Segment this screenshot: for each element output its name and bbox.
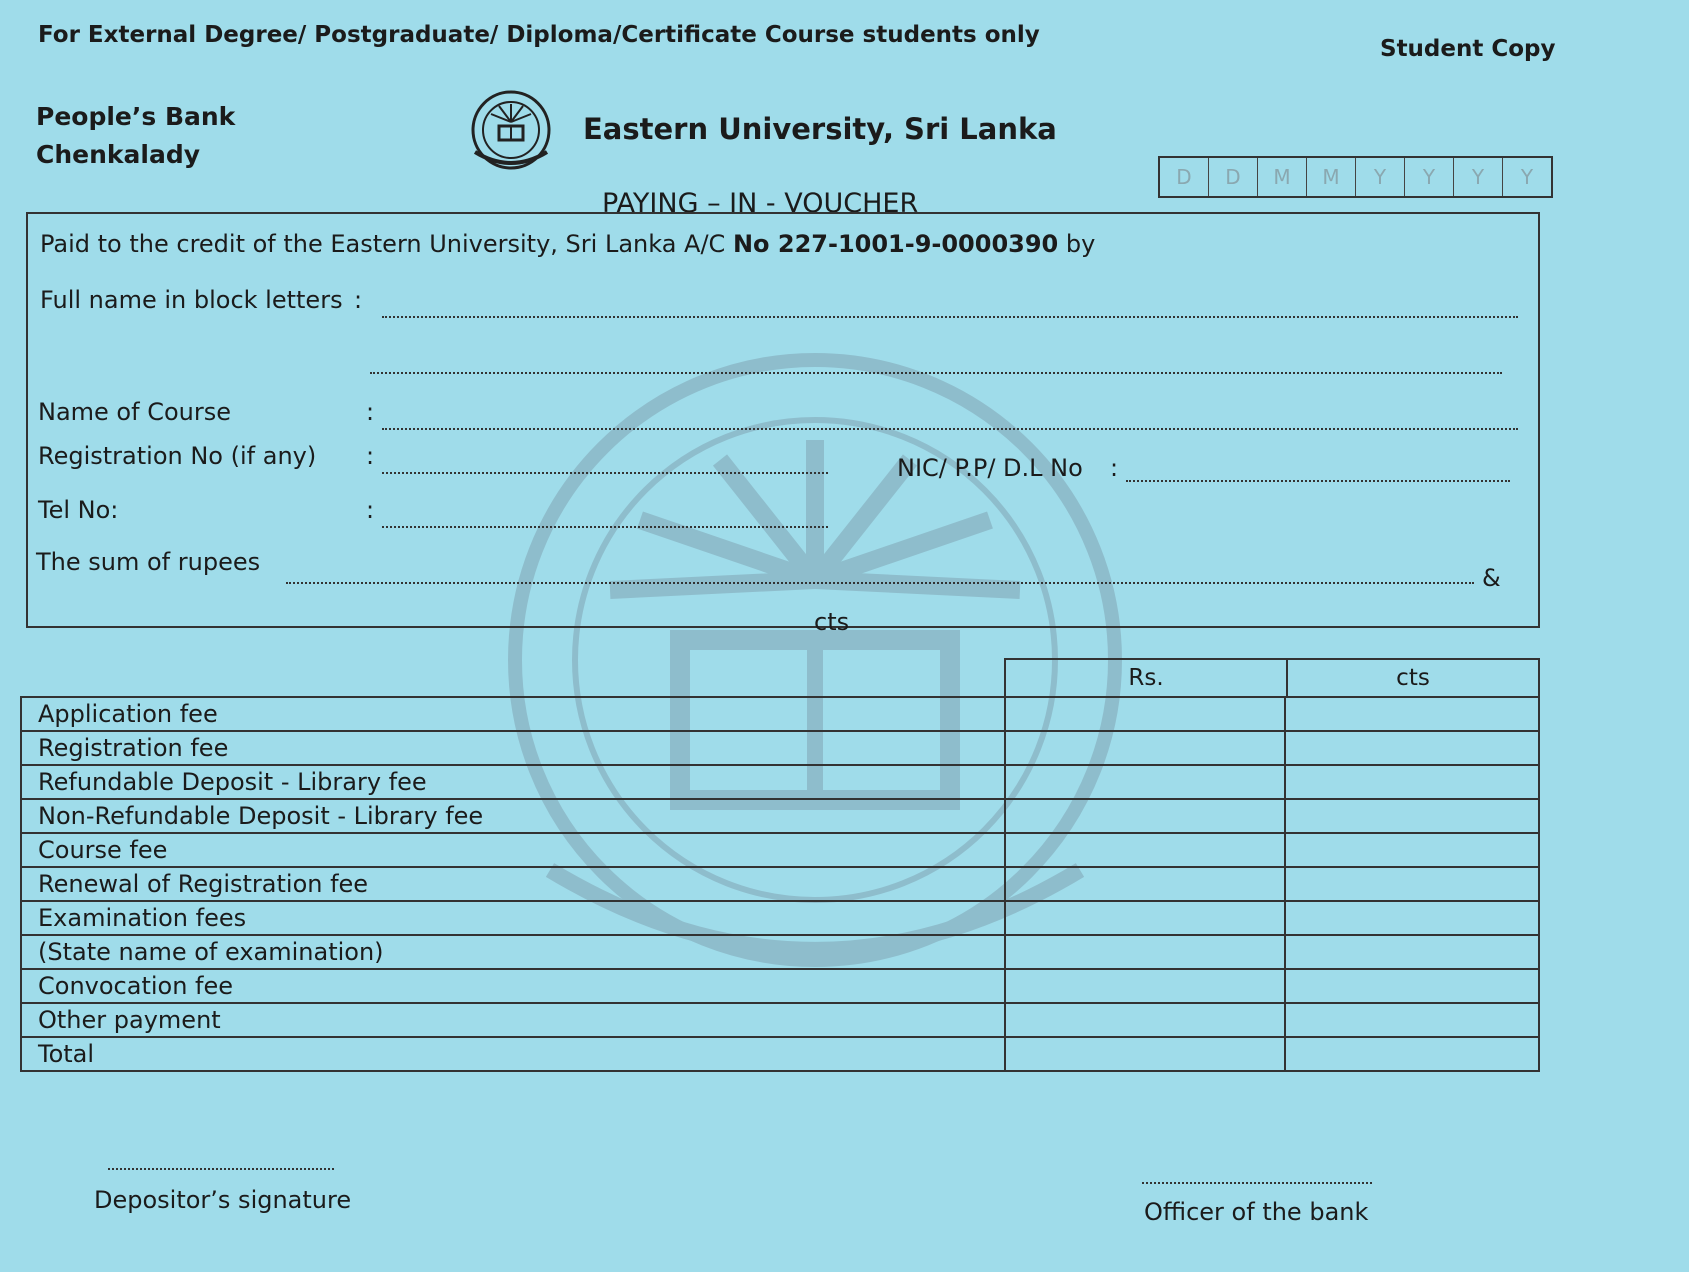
cts-cell[interactable] [1285, 799, 1539, 833]
fee-label: Total [21, 1037, 1005, 1071]
date-box[interactable]: D [1160, 158, 1209, 196]
sum-cents-field[interactable] [286, 626, 806, 628]
date-box[interactable]: Y [1520, 165, 1534, 189]
rs-cell[interactable] [1005, 697, 1285, 731]
nic-field[interactable] [1126, 480, 1510, 482]
fee-label: Course fee [21, 833, 1005, 867]
full-name-field[interactable] [382, 316, 1518, 318]
cts-label: cts [814, 608, 850, 636]
table-row [21, 799, 1539, 833]
eligibility-note: For External Degree/ Postgraduate/ Diploma/Certificate Course students only [38, 22, 1040, 48]
bank-name [36, 98, 235, 174]
full-name-label: Full name in block letters [40, 286, 343, 314]
table-row [21, 765, 1539, 799]
registration-label: Registration No (if any) [38, 442, 317, 470]
fees-table [20, 696, 1540, 1072]
tel-label: Tel No: [38, 496, 119, 524]
cts-cell[interactable] [1285, 833, 1539, 867]
nic-label: NIC/ P.P/ D.L No [897, 454, 1083, 482]
bank-line-2: Chenkalady [36, 140, 201, 169]
date-box[interactable]: Y [1356, 158, 1405, 196]
account-number: No 227-1001-9-0000390 [732, 230, 1059, 258]
cts-cell[interactable] [1285, 935, 1539, 969]
fee-label: Renewal of Registration fee [21, 867, 1005, 901]
table-row [21, 969, 1539, 1003]
cts-cell[interactable] [1285, 867, 1539, 901]
credit-statement [40, 230, 1095, 258]
voucher-title: PAYING – IN - VOUCHER [602, 188, 919, 219]
table-row [21, 901, 1539, 935]
table-row [21, 833, 1539, 867]
credit-prefix: Paid to the credit of the Eastern University, Sri Lanka A/C [40, 230, 733, 258]
fee-label: Non-Refundable Deposit - Library fee [21, 799, 1005, 833]
table-row [21, 731, 1539, 765]
date-box[interactable]: M [1258, 158, 1307, 196]
date-box[interactable]: M [1307, 158, 1356, 196]
depositor-signature-label: Depositor’s signature [94, 1186, 352, 1214]
rs-cell[interactable] [1005, 833, 1285, 867]
registration-colon: : [366, 442, 375, 470]
cts-cell[interactable] [1285, 765, 1539, 799]
date-box[interactable]: D [1209, 158, 1258, 196]
full-name-field-line2[interactable] [370, 372, 1502, 374]
date-box[interactable]: Y [1454, 158, 1503, 196]
cts-cell[interactable] [1285, 731, 1539, 765]
university-name: Eastern University, Sri Lanka [583, 112, 1057, 146]
date-box[interactable]: Y [1405, 158, 1454, 196]
rs-column-header: Rs. [1004, 658, 1288, 698]
fee-label: Application fee [21, 697, 1005, 731]
cts-column-header: cts [1286, 658, 1540, 698]
sum-rupees-field[interactable] [286, 582, 1474, 584]
rs-cell[interactable] [1005, 731, 1285, 765]
fee-label: Examination fees [21, 901, 1005, 935]
cts-cell[interactable] [1285, 969, 1539, 1003]
rs-cell[interactable] [1005, 935, 1285, 969]
depositor-signature-line[interactable] [108, 1168, 334, 1170]
rs-cell[interactable] [1005, 901, 1285, 935]
course-field[interactable] [382, 428, 1518, 430]
ampersand: & [1482, 564, 1501, 592]
table-row [21, 1037, 1539, 1071]
total-cts-cell[interactable] [1285, 1037, 1539, 1071]
tel-field[interactable] [382, 526, 828, 528]
cts-cell[interactable] [1285, 1003, 1539, 1037]
university-logo-icon [465, 88, 557, 172]
cts-cell[interactable] [1285, 901, 1539, 935]
officer-signature-label: Officer of the bank [1144, 1198, 1369, 1226]
fee-label: (State name of examination) [21, 935, 1005, 969]
fee-label: Other payment [21, 1003, 1005, 1037]
date-field[interactable] [1158, 156, 1553, 198]
rs-cell[interactable] [1005, 867, 1285, 901]
fee-label: Refundable Deposit - Library fee [21, 765, 1005, 799]
total-rs-cell[interactable] [1005, 1037, 1285, 1071]
sum-label: The sum of rupees [36, 548, 261, 576]
table-row [21, 697, 1539, 731]
rs-cell[interactable] [1005, 799, 1285, 833]
rs-cell[interactable] [1005, 765, 1285, 799]
registration-field[interactable] [382, 472, 828, 474]
table-row [21, 935, 1539, 969]
table-row [21, 867, 1539, 901]
cts-cell[interactable] [1285, 697, 1539, 731]
table-row [21, 1003, 1539, 1037]
nic-colon: : [1110, 454, 1119, 482]
course-label: Name of Course [38, 398, 231, 426]
fee-label: Registration fee [21, 731, 1005, 765]
full-name-colon: : [354, 286, 363, 314]
fee-label: Convocation fee [21, 969, 1005, 1003]
tel-colon: : [366, 496, 375, 524]
rs-cell[interactable] [1005, 969, 1285, 1003]
credit-suffix: by [1058, 230, 1096, 258]
bank-line-1: People’s Bank [36, 102, 236, 131]
officer-signature-line[interactable] [1142, 1182, 1372, 1184]
copy-label: Student Copy [1380, 36, 1556, 62]
course-colon: : [366, 398, 375, 426]
rs-cell[interactable] [1005, 1003, 1285, 1037]
